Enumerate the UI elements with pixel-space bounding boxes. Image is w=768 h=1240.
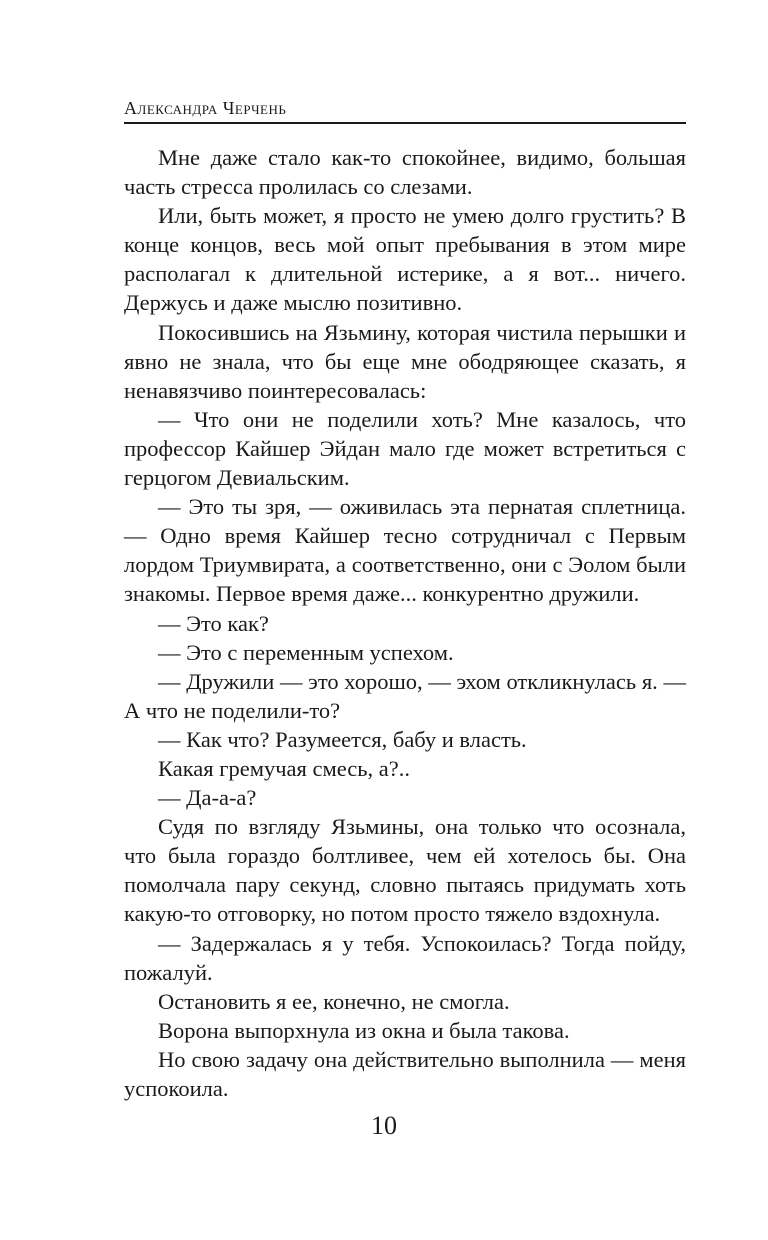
paragraph: — Задержалась я у тебя. Успокоилась? Тогда пойду, пожалуй. (124, 930, 686, 985)
paragraph: — Это ты зря, — оживилась эта пернатая сплетница. — Одно время Кайшер тесно сотрудничал с Первым лордом Триумвирата, а соответственно, они с Эолом были знакомы. Первое время даже... конкурентно дружили. (124, 494, 686, 607)
paragraph: — Это как? (158, 610, 269, 636)
paragraph: Покосившись на Язьмину, которая чистила перышки и явно не знала, что бы еще мне ободряющее сказать, я ненавязчиво поинтересовалась: (124, 319, 686, 403)
paragraph: Судя по взгляду Язьмины, она только что осознала, что была гораздо болтливее, чем ей хотелось бы. Она помолчала пару секунд, словно пытаясь придумать хоть какую-то отговорку, но потом просто тяжело вздохнула. (124, 814, 686, 927)
paragraph: — Как что? Разумеется, бабу и власть. (158, 726, 527, 752)
body-text (124, 143, 686, 1103)
running-head: Александра Черчень (124, 98, 287, 118)
paragraph: — Да-а-а? (158, 785, 257, 811)
page-number: 10 (371, 1111, 397, 1140)
paragraph: — Дружили — это хорошо, — эхом откликнулась я. — А что не поделили-то? (124, 668, 686, 723)
paragraph: Остановить я ее, конечно, не смогла. (158, 988, 510, 1014)
paragraph: — Это с переменным успехом. (158, 639, 454, 665)
header-rule (124, 122, 686, 124)
paragraph: Или, быть может, я просто не умею долго грустить? В конце концов, весь мой опыт пребывания в этом мире располагал к длительной истерике, а я вот... ничего. Держусь и даже мыслю позитивно. (124, 203, 686, 316)
paragraph: Ворона выпорхнула из окна и была такова. (158, 1017, 570, 1043)
paragraph: Но свою задачу она действительно выполнила — меня успокоила. (124, 1046, 686, 1101)
paragraph: Мне даже стало как-то спокойнее, видимо, большая часть стресса пролилась со слезами. (124, 145, 686, 200)
paragraph: Какая гремучая смесь, а?.. (158, 755, 410, 781)
paragraph: — Что они не поделили хоть? Мне казалось, что профессор Кайшер Эйдан мало где может встретиться с герцогом Девиальским. (124, 406, 686, 491)
